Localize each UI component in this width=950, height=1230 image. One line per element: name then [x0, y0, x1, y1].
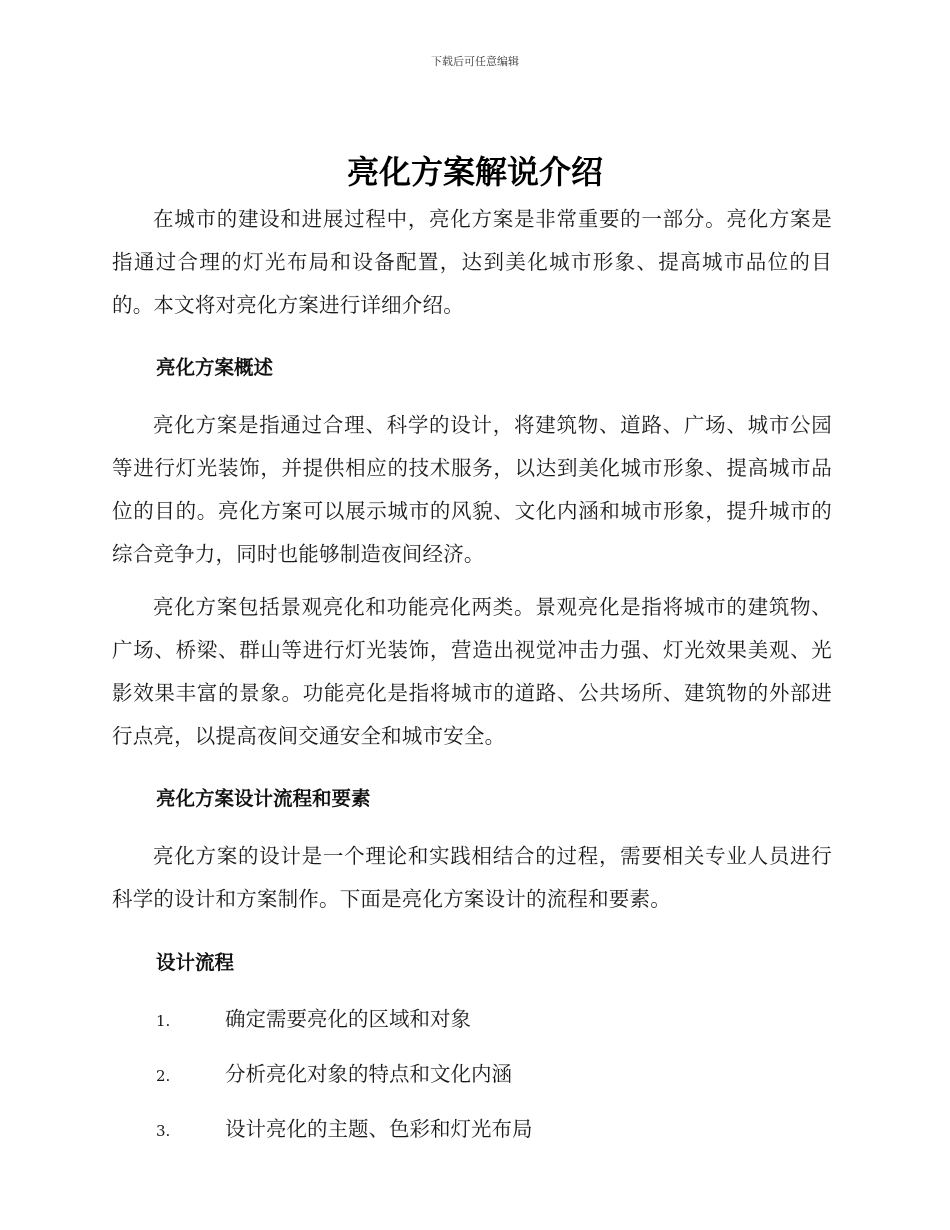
list-item-number: 2.	[156, 1067, 171, 1085]
overview-paragraph-1: 亮化方案是指通过合理、科学的设计，将建筑物、道路、广场、城市公园等进行灯光装饰，并提供相应的技术服务，以达到美化城市形象、提高城市品位的目的。亮化方案可以展示城市的风貌、文化内涵和城市形象，提升城市的综合竞争力，同时也能够制造夜间经济。	[112, 413, 832, 566]
intro-paragraph: 在城市的建设和进展过程中，亮化方案是非常重要的一部分。亮化方案是指通过合理的灯光布局和设备配置，达到美化城市形象、提高城市品位的目的。本文将对亮化方案进行详细介绍。	[112, 207, 832, 317]
document-title: 亮化方案解说介绍	[346, 153, 603, 191]
overview-paragraph-2: 亮化方案包括景观亮化和功能亮化两类。景观亮化是指将城市的建筑物、广场、桥梁、群山等进行灯光装饰，营造出视觉冲击力强、灯光效果美观、光影效果丰富的景象。功能亮化是指将城市的道路、公共场所、建筑物的外部进行点亮，以提高夜间交通安全和城市安全。	[112, 595, 832, 748]
page-header-note: 下载后可任意编辑	[431, 55, 519, 68]
section-heading-design-process: 亮化方案设计流程和要素	[156, 787, 371, 810]
list-item-number: 1.	[156, 1012, 171, 1030]
list-item-text: 分析亮化对象的特点和文化内涵	[225, 1062, 512, 1086]
design-process-paragraph: 亮化方案的设计是一个理论和实践相结合的过程，需要相关专业人员进行科学的设计和方案制作。下面是亮化方案设计的流程和要素。	[112, 844, 832, 911]
list-item-number: 3.	[156, 1122, 171, 1140]
list-item-text: 设计亮化的主题、色彩和灯光布局	[225, 1117, 533, 1141]
list-item	[112, 1114, 832, 1169]
design-flow-list	[112, 1004, 832, 1169]
section-heading-flow: 设计流程	[156, 951, 235, 974]
document-body	[112, 198, 832, 1169]
list-item	[112, 1059, 832, 1114]
list-item	[112, 1004, 832, 1059]
list-item-text: 确定需要亮化的区域和对象	[225, 1007, 471, 1031]
section-heading-overview: 亮化方案概述	[156, 356, 274, 379]
